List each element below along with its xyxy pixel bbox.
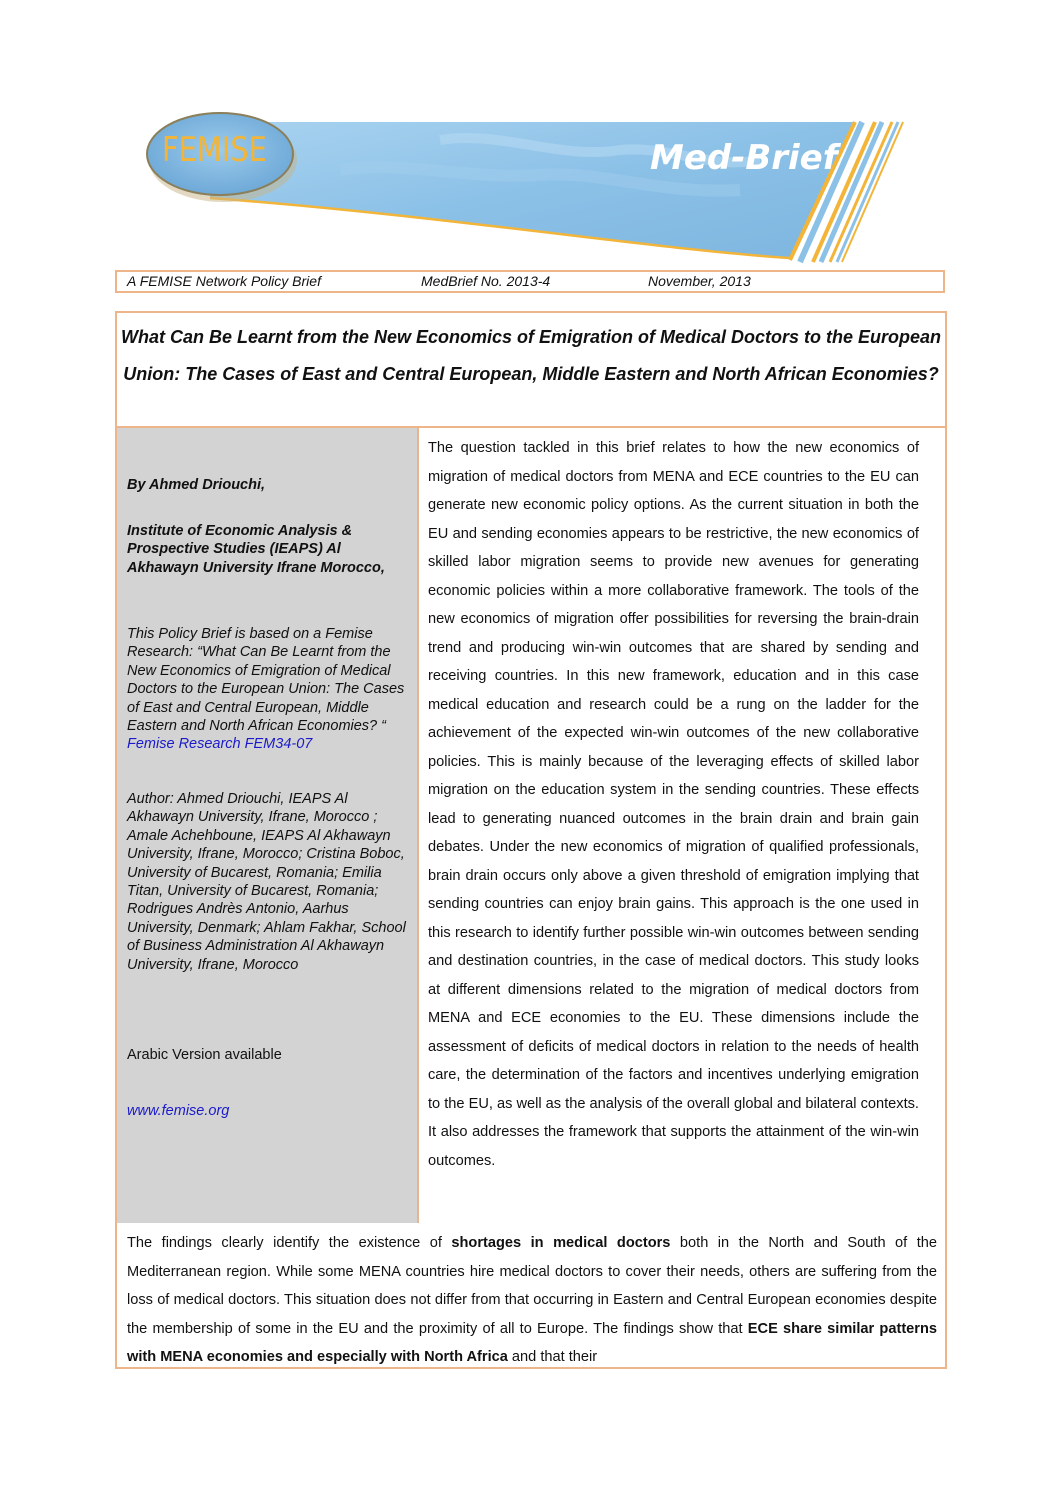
findings-text-3: and that their (507, 1349, 598, 1365)
based-on-note (127, 625, 412, 754)
brief-series: A FEMISE Network Policy Brief (127, 273, 321, 289)
arabic-version-note: Arabic Version available (127, 1047, 282, 1063)
brief-title: What Can Be Learnt from the New Economics of Emigration of Medical Doctors to the European Union: The Cases of East and Central European, Middle Eastern and North African Economies? (120, 327, 942, 384)
research-link[interactable]: Femise Research FEM34-07 (127, 736, 313, 753)
brief-number: MedBrief No. 2013-4 (421, 273, 551, 289)
findings-text-2: both in the North and South of the Mediterranean region. While some MENA countries hire medical doctors to cover their needs, others are suffering from the loss of medical doctors. This situation does not differ from that occurring in Eastern and Central European economies despite the membership of some in the EU and the proximity of all to Europe. The findings show that (127, 1235, 937, 1337)
findings-highlight-ece: ECE share similar patterns with MENA economies and especially with North Africa (127, 1320, 938, 1365)
brief-info-bar (115, 270, 945, 293)
brief-date: November, 2013 (648, 273, 751, 289)
intro-paragraph: The question tackled in this brief relates to how the new economics of migration of medical doctors from MENA and ECE countries to the EU can generate new economic policy options. As the current situation in both the EU and sending economies appears to be restrictive, the new economics of skilled labor migration seems to provide new avenues for generating economic policies within a more collaborative framework. The tools of the new economics of migration offer possibilities for reversing the brain-drain trend and producing win-win outcomes that are shared by sending and receiving countries. In this new framework, education and in this case medical education and research could be a rung on the ladder for the achievement of the expected win-win outcomes of the new collaborative policies. This is mainly because of the leveraging effects of skilled labor migration on the education system in the sending countries. These effects lead to generating nuanced outcomes in the brain drain and brain gain debates. Under the new economics of migration of qualified professionals, brain drain occurs only above a given threshold of emigration implying that sending countries can enjoy brain gains. This approach is the one used in this research to identify further possible win-win outcomes between sending and destination countries, in the case of medical doctors. This study looks at different dimensions related to the migration of medical doctors from MENA and ECE economies to the EU. These dimensions include the assessment of deficits of medical doctors in relation to the needs of health care, the determination of the factors and incentives underlying emigration to the EU, as well as the analysis of the overall global and bilateral contexts. It also addresses the framework that supports the attainment of the win-win outcomes. (428, 440, 919, 1169)
based-on-text: This Policy Brief is based on a Femise Research: “What Can Be Learnt from the New Economics of Emigration of Medical Doctors to the European Union: The Cases of East and Central European, Middle Eastern and North African Economies? “ (127, 626, 405, 735)
banner-graphic (140, 100, 940, 270)
authors-list: Author: Ahmed Driouchi, IEAPS Al Akhawayn University, Ifrane, Morocco ; Amale Achehboune, IEAPS Al Akhawayn University, Ifrane, Morocco; Cristina Boboc, University of Bucarest, Romania; Emilia Titan, University of Bucarest, Romania; Rodrigues Andrès Antonio, Aarhus University, Denmark; Ahlam Fakhar, School of Business Administration Al Akhawayn University, Ifrane, Morocco (127, 791, 406, 973)
author-institution: Institute of Economic Analysis & Prospective Studies (IEAPS) Al Akhawayn University Ifrane Morocco, (127, 523, 385, 576)
author-byline: By Ahmed Driouchi, (127, 477, 266, 493)
femise-logo: FEMISE (162, 130, 267, 170)
website-link[interactable]: www.femise.org (127, 1103, 230, 1119)
femise-medbrief-banner (140, 100, 940, 270)
author-sidebar (117, 428, 419, 1223)
findings-paragraph (127, 1229, 937, 1372)
brief-main-frame (115, 311, 947, 1369)
findings-text-1: The findings clearly identify the existence of (127, 1235, 452, 1251)
findings-highlight-shortages: shortages in medical doctors (451, 1235, 671, 1251)
medbrief-title: Med-Brief (650, 138, 838, 178)
